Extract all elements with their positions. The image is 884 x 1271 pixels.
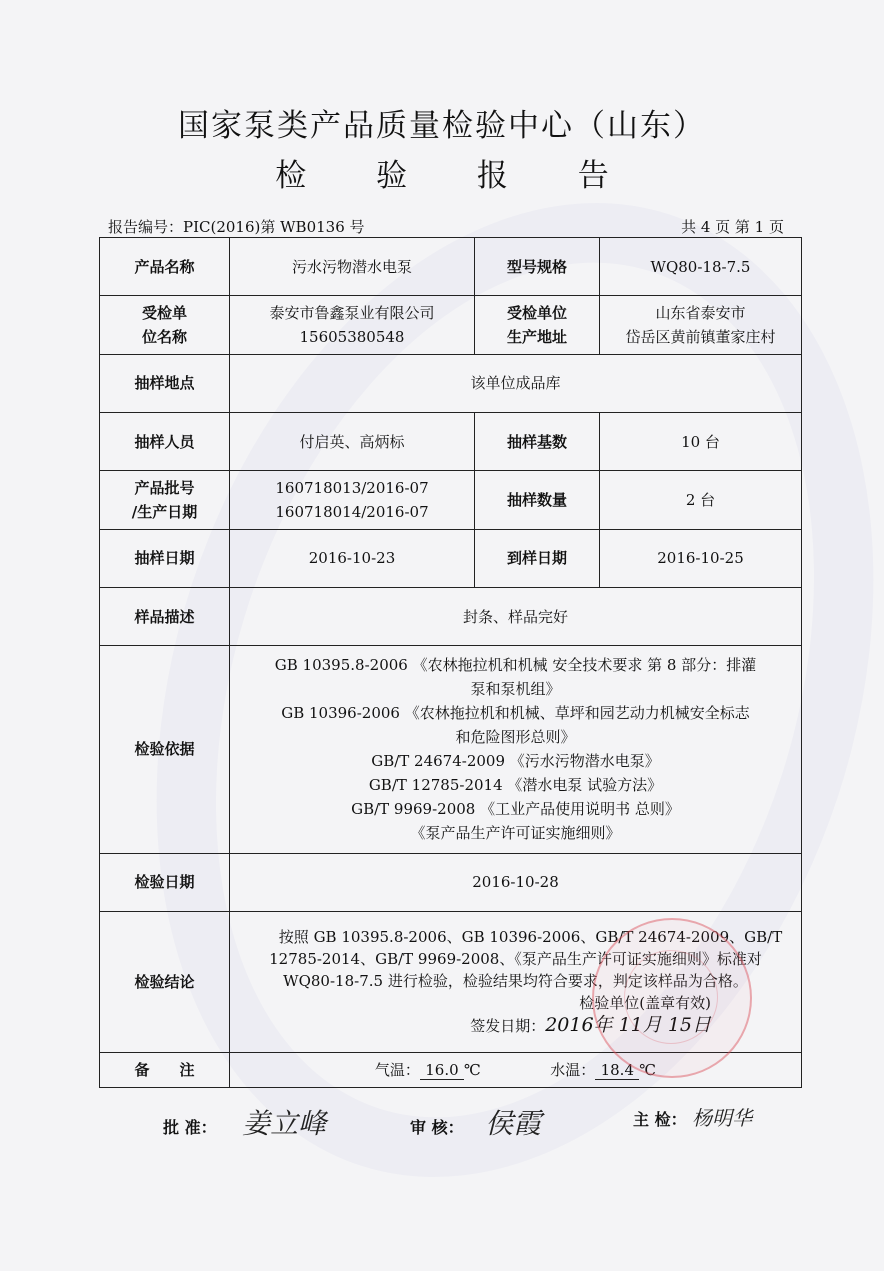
table-row: [100, 354, 802, 412]
conclusion-label: 检验结论: [100, 911, 230, 1052]
sampling-date-label: 抽样日期: [100, 529, 230, 587]
conclusion-line: WQ80-18-7.5 进行检验，检验结果均符合要求，判定该样品为合格。: [283, 972, 748, 991]
product-name-value: 污水污物潜水电泵: [230, 238, 475, 296]
table-row: [100, 646, 802, 853]
model-value: WQ80-18-7.5: [600, 238, 802, 296]
conclusion-line: 按照 GB 10395.8-2006、GB 10396-2006、GB/T 24674-2009、GB/T: [248, 928, 783, 947]
inspected-unit-label: 受检单 位名称: [100, 296, 230, 354]
sampling-place-label: 抽样地点: [100, 354, 230, 412]
batch-label: 产品批号 /生产日期: [100, 471, 230, 529]
basis-line: GB/T 9969-2008 《工业产品使用说明书 总则》: [351, 800, 680, 819]
sample-desc-value: 封条、样品完好: [230, 587, 802, 645]
report-table: [99, 237, 802, 1088]
air-temp-label: 气温：: [374, 1060, 420, 1079]
basis-line: GB 10396-2006 《农林拖拉机和机械、草坪和园艺动力机械安全标志: [281, 704, 750, 723]
page-count: 共 4 页 第 1 页: [681, 218, 784, 236]
conclusion-value: [230, 911, 802, 1052]
approve-signature: 姜立峰: [242, 1107, 327, 1140]
water-temp-value: 18.4: [595, 1061, 639, 1080]
sample-base-label: 抽样基数: [475, 412, 600, 470]
production-address-label: 受检单位 生产地址: [475, 296, 600, 354]
remarks-label: 备 注: [100, 1052, 230, 1087]
approve-label: 批 准：: [163, 1118, 217, 1137]
sampling-place-value: 该单位成品库: [230, 354, 802, 412]
arrival-date-label: 到样日期: [475, 529, 600, 587]
air-temp-value: 16.0: [420, 1061, 464, 1080]
table-row: [100, 471, 802, 529]
basis-label: 检验依据: [100, 646, 230, 853]
conclusion-line: 12785-2014、GB/T 9969-2008、《泵产品生产许可证实施细则》标准对: [269, 950, 762, 969]
basis-line: 《泵产品生产许可证实施细则》: [410, 824, 621, 843]
review-signature: 侯霞: [485, 1107, 542, 1140]
table-row: [100, 1052, 802, 1087]
chief-block: [633, 1102, 752, 1131]
table-row: [100, 853, 802, 911]
issue-date-line: [240, 1014, 791, 1037]
issue-date-label: 签发日期：: [470, 1017, 546, 1036]
samplers-value: 付启英、高炳标: [230, 412, 475, 470]
batch-value: 160718013/2016-07 160718014/2016-07: [230, 471, 475, 529]
report-number: 报告编号：PIC(2016)第 WB0136 号: [108, 218, 365, 236]
basis-line: GB/T 24674-2009 《污水污物潜水电泵》: [371, 752, 660, 771]
test-date-label: 检验日期: [100, 853, 230, 911]
table-row: [100, 911, 802, 1052]
arrival-date-value: 2016-10-25: [600, 529, 802, 587]
review-block: [410, 1102, 541, 1142]
product-name-label: 产品名称: [100, 238, 230, 296]
water-temp-unit: ℃: [639, 1060, 657, 1079]
document-title: 检 验 报 告: [275, 158, 639, 194]
table-row: [100, 412, 802, 470]
sample-qty-label: 抽样数量: [475, 471, 600, 529]
samplers-label: 抽样人员: [100, 412, 230, 470]
basis-line: 泵和泵机组》: [470, 680, 561, 699]
sample-qty-value: 2 台: [600, 471, 802, 529]
issue-date-handwritten: 2016年 11月 15日: [545, 1014, 711, 1037]
production-address-value: 山东省泰安市 岱岳区黄前镇董家庄村: [600, 296, 802, 354]
basis-value: [230, 646, 802, 853]
chief-signature: 杨明华: [692, 1106, 753, 1130]
sample-base-value: 10 台: [600, 412, 802, 470]
table-row: [100, 238, 802, 296]
test-date-value: 2016-10-28: [230, 853, 802, 911]
table-row: [100, 296, 802, 354]
water-temp-label: 水温：: [550, 1060, 596, 1079]
air-temp-unit: ℃: [463, 1060, 481, 1079]
sampling-date-value: 2016-10-23: [230, 529, 475, 587]
chief-label: 主 检：: [633, 1110, 687, 1129]
approve-block: [163, 1102, 326, 1142]
table-row: [100, 529, 802, 587]
org-title: 国家泵类产品质量检验中心（山东）: [178, 108, 706, 144]
basis-line: GB/T 12785-2014 《潜水电泵 试验方法》: [368, 776, 663, 795]
sample-desc-label: 样品描述: [100, 587, 230, 645]
model-label: 型号规格: [475, 238, 600, 296]
sign-unit: 检验单位(盖章有效): [579, 994, 711, 1013]
remarks-value: [230, 1052, 802, 1087]
review-label: 审 核：: [410, 1118, 464, 1137]
basis-line: 和危险图形总则》: [455, 728, 576, 747]
inspected-unit-value: 泰安市鲁鑫泵业有限公司 15605380548: [230, 296, 475, 354]
basis-line: GB 10395.8-2006 《农林拖拉机和机械 安全技术要求 第 8 部分：排灌: [274, 656, 757, 675]
table-row: [100, 587, 802, 645]
